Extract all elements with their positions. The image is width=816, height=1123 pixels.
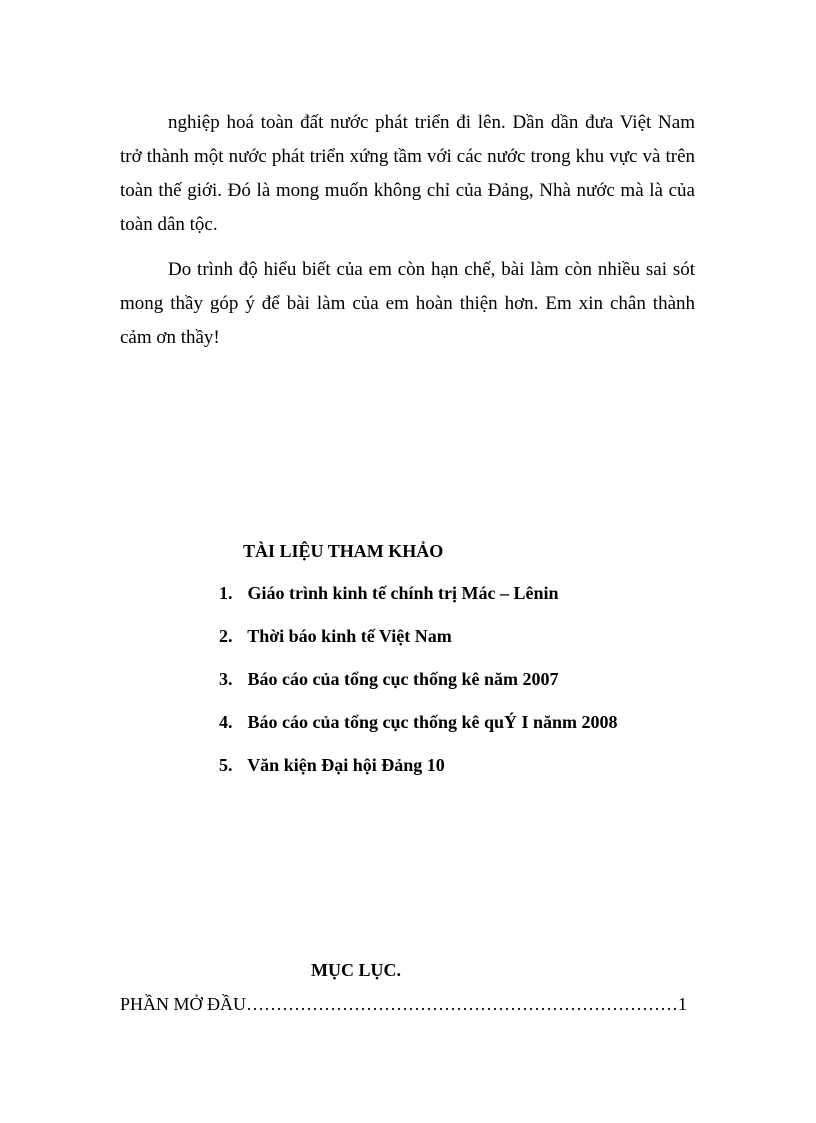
- reference-item: [219, 621, 618, 664]
- reference-text: Giáo trình kinh tế chính trị Mác – Lênin: [247, 583, 559, 603]
- toc-entry-leader: ………………………………………………………………: [246, 994, 679, 1014]
- reference-number: 5.: [219, 755, 233, 775]
- references-list: [219, 578, 618, 793]
- toc-title: MỤC LỤC.: [311, 960, 401, 980]
- toc-entry-label: PHẦN MỞ ĐẦU: [120, 994, 247, 1014]
- toc-entry: [120, 989, 690, 1019]
- body-paragraph-conclusion: nghiệp hoá toàn đất nước phát triển đi lên. Dần dần đưa Việt Nam trở thành một nước phát triển xứng tầm với các nước trong khu vực và trên toàn thế giới. Đó là mong muốn không chỉ của Đảng, Nhà nước mà là của toàn dân tộc.: [120, 112, 695, 235]
- reference-item: [219, 707, 618, 750]
- reference-text: Thời báo kinh tế Việt Nam: [247, 626, 452, 646]
- reference-item: [219, 750, 618, 793]
- reference-number: 3.: [219, 669, 233, 689]
- reference-number: 2.: [219, 626, 233, 646]
- references-title: TÀI LIỆU THAM KHẢO: [243, 541, 444, 561]
- reference-item: [219, 664, 618, 707]
- toc-entry-page: 1: [678, 994, 688, 1014]
- reference-text: Văn kiện Đại hội Đảng 10: [247, 755, 445, 775]
- reference-number: 1.: [219, 583, 233, 603]
- body-paragraph-thanks: Do trình độ hiểu biết của em còn hạn chế, bài làm còn nhiều sai sót mong thầy góp ý để bài làm của em hoàn thiện hơn. Em xin chân thành cảm ơn thầy!: [120, 259, 695, 348]
- reference-number: 4.: [219, 712, 233, 732]
- reference-item: [219, 578, 618, 621]
- reference-text: Báo cáo của tổng cục thống kê năm 2007: [247, 669, 559, 689]
- reference-text: Báo cáo của tổng cục thống kê quÝ I nănm 2008: [247, 712, 618, 732]
